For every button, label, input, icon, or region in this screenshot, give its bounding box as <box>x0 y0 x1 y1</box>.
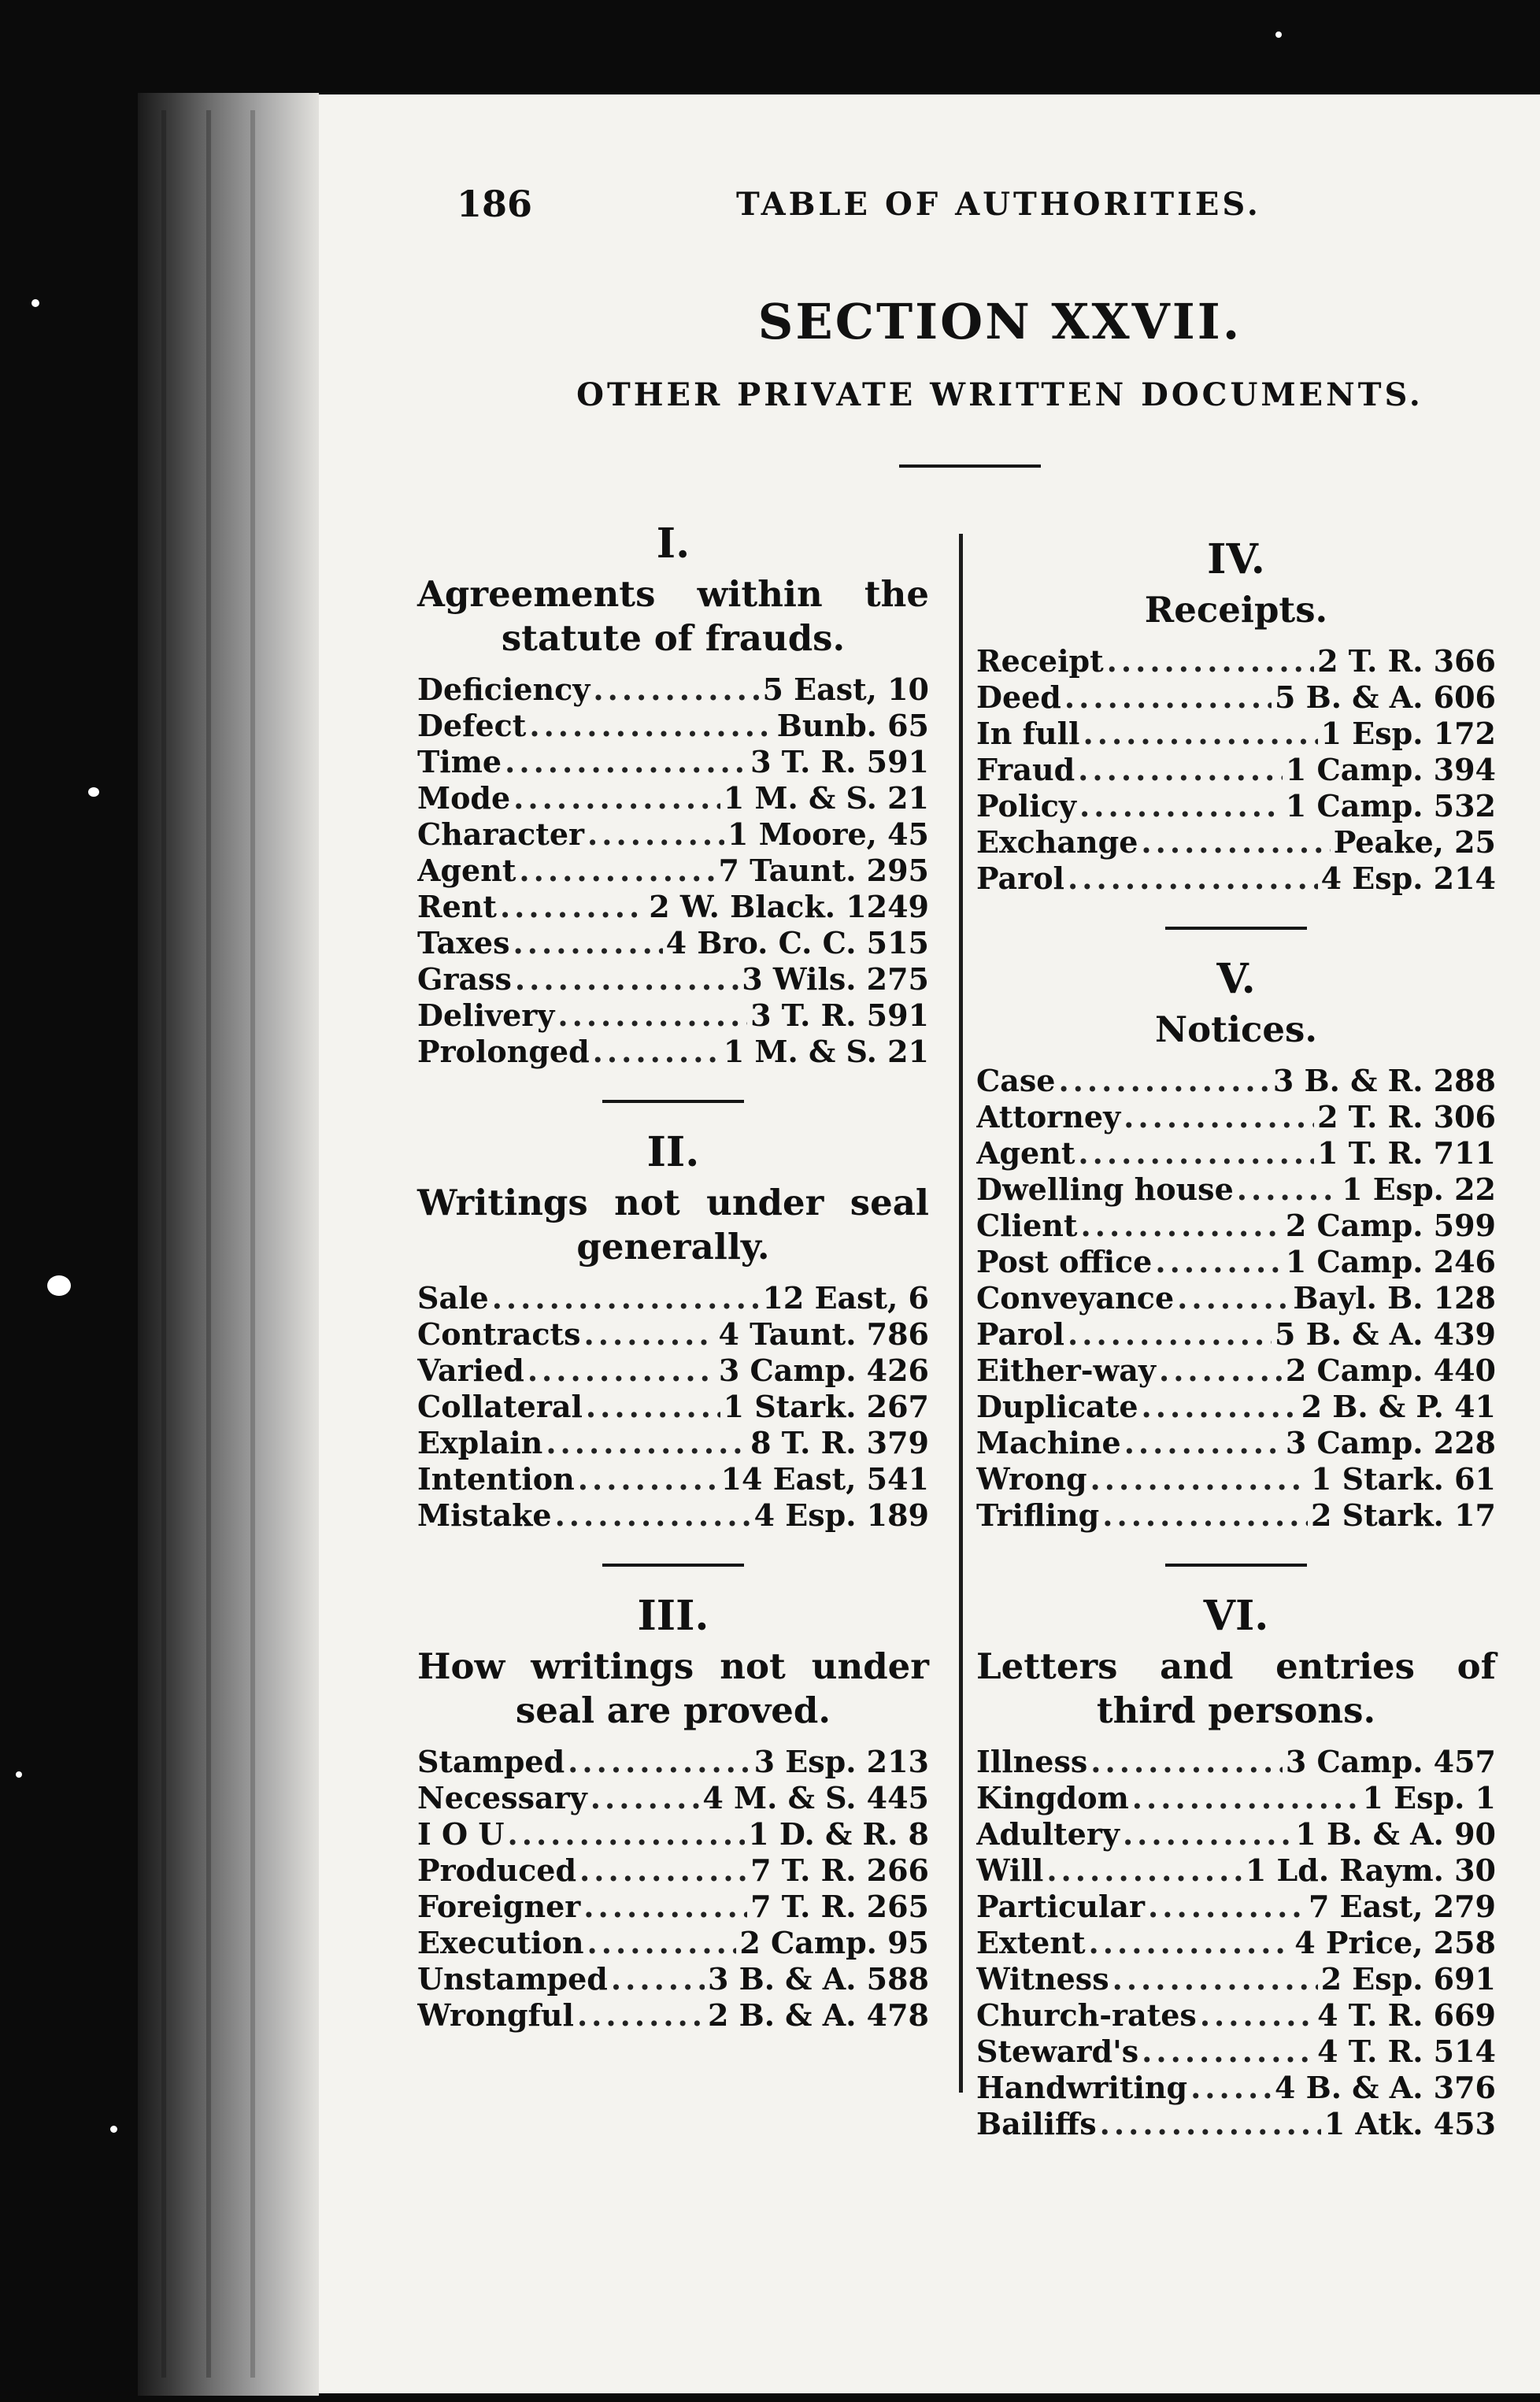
list-item <box>976 1961 1496 1997</box>
dot-leader <box>1123 1816 1292 1852</box>
dot-leader <box>1083 716 1317 751</box>
entry-citation: 3 Camp. 457 <box>1285 1744 1496 1779</box>
list-item <box>976 679 1496 716</box>
list-item <box>976 824 1496 861</box>
dot-leader <box>1068 1316 1272 1352</box>
entry-term: Defect <box>417 708 527 743</box>
authority-group <box>976 535 1496 897</box>
entry-term: In full <box>976 716 1080 751</box>
authority-group <box>417 520 929 1070</box>
group-numeral: VI. <box>1203 1592 1269 1640</box>
scan-speck <box>47 1275 71 1296</box>
list-item <box>976 1997 1496 2034</box>
list-item <box>417 1997 929 2034</box>
entry-term: Exchange <box>976 824 1138 860</box>
entry-term: Adultery <box>976 1816 1120 1852</box>
entry-citation: 5 B. & A. 439 <box>1274 1316 1496 1352</box>
entry-term: Collateral <box>417 1389 583 1424</box>
entry-citation: 1 Atk. 453 <box>1323 2106 1496 2141</box>
list-item <box>976 1208 1496 1244</box>
entry-citation: 3 Camp. 426 <box>718 1353 929 1388</box>
entry-term: Delivery <box>417 997 555 1033</box>
entry-list <box>976 1063 1496 1534</box>
list-item <box>417 1461 929 1497</box>
entry-citation: Peake, 25 <box>1333 824 1496 860</box>
dot-leader <box>513 780 720 816</box>
dot-leader <box>1100 2106 1321 2141</box>
entry-citation: 4 B. & A. 376 <box>1274 2070 1496 2105</box>
dot-leader <box>513 925 663 960</box>
entry-citation: 8 T. R. 379 <box>750 1425 929 1460</box>
dot-leader <box>586 1389 720 1424</box>
list-item <box>417 997 929 1034</box>
list-item <box>417 961 929 997</box>
entry-citation: 7 T. R. 266 <box>750 1852 929 1888</box>
entry-term: Witness <box>976 1961 1109 1997</box>
group-numeral: II. <box>646 1128 700 1176</box>
dot-leader <box>1058 1063 1269 1098</box>
dot-leader <box>557 997 747 1033</box>
list-item <box>417 708 929 744</box>
scan-speck <box>110 2126 117 2133</box>
entry-term: Extent <box>976 1925 1086 1960</box>
entry-term: Post office <box>976 1244 1153 1279</box>
entry-term: Execution <box>417 1925 584 1960</box>
entry-citation: 3 B. & A. 588 <box>707 1961 929 1997</box>
entry-citation: 1 Esp. 172 <box>1320 716 1496 751</box>
entry-citation: 2 B. & P. 41 <box>1301 1389 1496 1424</box>
entry-term: Unstamped <box>417 1961 608 1997</box>
entry-term: Agent <box>976 1135 1075 1171</box>
dot-leader <box>1107 643 1314 679</box>
entry-citation: 7 Taunt. 295 <box>718 853 929 888</box>
list-item <box>417 1816 929 1852</box>
dot-leader <box>500 889 646 924</box>
list-item <box>417 1744 929 1780</box>
entry-citation: 1 Stark. 61 <box>1311 1461 1496 1497</box>
entry-citation: 1 M. & S. 21 <box>723 1034 929 1069</box>
entry-citation: 4 T. R. 514 <box>1317 2034 1496 2069</box>
scan-speck <box>31 299 39 307</box>
entry-term: Intention <box>417 1461 575 1497</box>
entry-term: Explain <box>417 1425 543 1460</box>
section-rule <box>899 464 1041 468</box>
entry-citation: 1 M. & S. 21 <box>723 780 929 816</box>
list-item <box>417 1497 929 1534</box>
entry-term: Kingdom <box>976 1780 1129 1815</box>
entry-citation: 3 Camp. 228 <box>1285 1425 1496 1460</box>
dot-leader <box>578 1461 718 1497</box>
dot-leader <box>1078 752 1283 787</box>
scan-speck <box>1275 31 1282 38</box>
entry-citation: 4 Bro. C. C. 515 <box>665 925 929 960</box>
page-number: 186 <box>457 183 533 225</box>
dot-leader <box>1068 861 1318 896</box>
entry-citation: 2 Camp. 440 <box>1285 1353 1496 1388</box>
list-item <box>976 1889 1496 1925</box>
entry-citation: 2 T. R. 366 <box>1317 643 1496 679</box>
dot-leader <box>1064 679 1272 715</box>
authority-group <box>976 1592 1496 2142</box>
dot-leader <box>1102 1497 1308 1533</box>
entry-term: Dwelling house <box>976 1171 1234 1207</box>
group-heading: Letters and entries of third persons. <box>976 1645 1496 1731</box>
group-rule <box>602 1564 744 1567</box>
entry-term: Foreigner <box>417 1889 581 1924</box>
entry-citation: 1 Ld. Raym. 30 <box>1245 1852 1496 1888</box>
gutter-streak <box>250 110 255 2378</box>
list-item <box>976 1063 1496 1099</box>
entry-term: Wrong <box>976 1461 1087 1497</box>
entry-citation: 1 Stark. 267 <box>723 1389 929 1424</box>
dot-leader <box>492 1280 760 1316</box>
entry-term: Time <box>417 744 502 779</box>
entry-citation: 4 Taunt. 786 <box>718 1316 929 1352</box>
dot-leader <box>583 1889 747 1924</box>
entry-citation: 3 B. & R. 288 <box>1272 1063 1496 1098</box>
dot-leader <box>1078 1135 1314 1171</box>
dot-leader <box>1112 1961 1318 1997</box>
dot-leader <box>555 1497 751 1533</box>
entry-citation: Bayl. B. 128 <box>1293 1280 1496 1316</box>
dot-leader <box>529 708 773 743</box>
list-item <box>417 889 929 925</box>
entry-term: Machine <box>976 1425 1121 1460</box>
entry-citation: 2 Camp. 599 <box>1285 1208 1496 1243</box>
entry-citation: 4 Price, 258 <box>1294 1925 1496 1960</box>
dot-leader <box>1159 1353 1283 1388</box>
authority-group <box>976 955 1496 1534</box>
list-item <box>976 788 1496 824</box>
list-item <box>976 1744 1496 1780</box>
entry-citation: 5 B. & A. 606 <box>1274 679 1496 715</box>
entry-citation: 2 Esp. 691 <box>1320 1961 1496 1997</box>
entry-term: Grass <box>417 961 512 997</box>
entry-term: Stamped <box>417 1744 565 1779</box>
entry-term: Deed <box>976 679 1061 715</box>
entry-citation: 12 East, 6 <box>762 1280 929 1316</box>
list-item <box>976 1497 1496 1534</box>
entry-term: Duplicate <box>976 1389 1138 1424</box>
entry-citation: 2 W. Black. 1249 <box>649 889 929 924</box>
list-item <box>417 1425 929 1461</box>
entry-citation: 2 Camp. 95 <box>739 1925 929 1960</box>
entry-term: Wrongful <box>417 1997 574 2033</box>
entry-citation: 1 Esp. 22 <box>1342 1171 1496 1207</box>
list-item <box>976 1280 1496 1316</box>
entry-term: Rent <box>417 889 497 924</box>
entry-citation: 2 B. & A. 478 <box>707 1997 929 2033</box>
list-item <box>976 2070 1496 2106</box>
entry-term: Receipt <box>976 643 1104 679</box>
dot-leader <box>507 1816 745 1852</box>
list-item <box>976 2034 1496 2070</box>
dot-leader <box>1155 1244 1283 1279</box>
list-item <box>976 1244 1496 1280</box>
dot-leader <box>515 961 739 997</box>
dot-leader <box>1132 1780 1360 1815</box>
entry-term: Produced <box>417 1852 577 1888</box>
list-item <box>976 861 1496 897</box>
entry-term: Deficiency <box>417 672 590 707</box>
entry-citation: 4 Esp. 214 <box>1320 861 1496 896</box>
list-item <box>976 1389 1496 1425</box>
dot-leader <box>1124 1099 1314 1134</box>
entry-term: Either-way <box>976 1353 1156 1388</box>
dot-leader <box>577 1997 705 2033</box>
entry-citation: 2 T. R. 306 <box>1317 1099 1496 1134</box>
list-item <box>417 1034 929 1070</box>
entry-list <box>976 643 1496 897</box>
entry-term: Handwriting <box>976 2070 1188 2105</box>
dot-leader <box>1200 1997 1314 2033</box>
dot-leader <box>1090 1744 1283 1779</box>
list-item <box>417 1889 929 1925</box>
group-heading: How writings not under seal are proved. <box>417 1645 929 1731</box>
entry-citation: 3 T. R. 591 <box>750 744 929 779</box>
entry-term: Illness <box>976 1744 1088 1779</box>
entry-term: Church-rates <box>976 1997 1197 2033</box>
entry-term: Bailiffs <box>976 2106 1097 2141</box>
right-column <box>976 535 1496 2142</box>
list-item <box>417 925 929 961</box>
gutter-streak <box>206 110 211 2378</box>
list-item <box>417 1353 929 1389</box>
dot-leader <box>1177 1280 1290 1316</box>
entry-term: Parol <box>976 1316 1064 1352</box>
group-numeral: I. <box>656 520 690 568</box>
entry-term: Sale <box>417 1280 489 1316</box>
dot-leader <box>1124 1425 1283 1460</box>
entry-term: Mistake <box>417 1497 552 1533</box>
dot-leader <box>528 1353 716 1388</box>
group-heading: Agreements within the statute of frauds. <box>417 573 929 659</box>
dot-leader <box>1141 824 1330 860</box>
group-heading: Receipts. <box>1144 589 1328 631</box>
entry-term: Character <box>417 816 585 852</box>
entry-term: Conveyance <box>976 1280 1175 1316</box>
list-item <box>417 1316 929 1353</box>
running-head <box>457 183 1386 230</box>
dot-leader <box>587 1925 737 1960</box>
list-item <box>417 744 929 780</box>
scan-speck <box>16 1771 22 1778</box>
entry-citation: 5 East, 10 <box>762 672 929 707</box>
entry-term: Attorney <box>976 1099 1121 1134</box>
list-item <box>417 1389 929 1425</box>
entry-citation: 3 T. R. 591 <box>750 997 929 1033</box>
list-item <box>976 1099 1496 1135</box>
entry-citation: 4 M. & S. 445 <box>702 1780 929 1815</box>
list-item <box>976 1135 1496 1171</box>
dot-leader <box>1142 1389 1298 1424</box>
group-rule <box>602 1100 744 1103</box>
gutter-streak <box>161 110 166 2378</box>
entry-term: Will <box>976 1852 1044 1888</box>
entry-term: Fraud <box>976 752 1075 787</box>
list-item <box>976 1353 1496 1389</box>
entry-citation: 1 D. & R. 8 <box>748 1816 929 1852</box>
entry-term: Taxes <box>417 925 510 960</box>
list-item <box>976 2106 1496 2142</box>
entry-list <box>976 1744 1496 2142</box>
dot-leader <box>590 1780 700 1815</box>
column-divider <box>959 534 963 2093</box>
list-item <box>976 1425 1496 1461</box>
entry-citation: 4 T. R. 669 <box>1317 1997 1496 2033</box>
entry-citation: 4 Esp. 189 <box>753 1497 929 1533</box>
entry-term: Policy <box>976 788 1076 823</box>
group-rule <box>1165 1564 1307 1567</box>
entry-citation: 1 Camp. 246 <box>1285 1244 1496 1279</box>
entry-citation: 1 T. R. 711 <box>1317 1135 1496 1171</box>
dot-leader <box>1046 1852 1242 1888</box>
entry-term: Client <box>976 1208 1078 1243</box>
dot-leader <box>1080 1208 1282 1243</box>
dot-leader <box>579 1852 747 1888</box>
entry-citation: 7 T. R. 265 <box>750 1889 929 1924</box>
entry-term: Varied <box>417 1353 524 1388</box>
entry-term: Particular <box>976 1889 1146 1924</box>
entry-term: Necessary <box>417 1780 587 1815</box>
left-column <box>417 520 929 2034</box>
entry-term: Parol <box>976 861 1064 896</box>
section-subtitle: OTHER PRIVATE WRITTEN DOCUMENTS. <box>576 376 1423 413</box>
entry-citation: 7 East, 279 <box>1309 1889 1496 1924</box>
list-item <box>417 1961 929 1997</box>
dot-leader <box>505 744 747 779</box>
dot-leader <box>519 853 715 888</box>
dot-leader <box>1237 1171 1338 1207</box>
scan-speck <box>88 787 99 797</box>
group-rule <box>1165 927 1307 930</box>
entry-citation: 1 Camp. 532 <box>1285 788 1496 823</box>
dot-leader <box>1079 788 1283 823</box>
dot-leader <box>1142 2034 1314 2069</box>
list-item <box>417 816 929 853</box>
section-title: SECTION XXVII. <box>757 293 1242 350</box>
entry-citation: 1 Camp. 394 <box>1285 752 1496 787</box>
entry-term: Mode <box>417 780 511 816</box>
dot-leader <box>568 1744 750 1779</box>
entry-term: Trifling <box>976 1497 1100 1533</box>
dot-leader <box>593 672 759 707</box>
list-item <box>976 1461 1496 1497</box>
list-item <box>417 853 929 889</box>
list-item <box>976 716 1496 752</box>
list-item <box>976 1852 1496 1889</box>
dot-leader <box>1190 2070 1272 2105</box>
entry-term: Steward's <box>976 2034 1139 2069</box>
entry-term: Agent <box>417 853 516 888</box>
list-item <box>417 672 929 708</box>
group-numeral: IV. <box>1207 535 1265 583</box>
group-numeral: V. <box>1216 955 1256 1003</box>
list-item <box>417 1925 929 1961</box>
list-item <box>976 643 1496 679</box>
entry-citation: 2 Stark. 17 <box>1311 1497 1496 1533</box>
entry-list <box>417 1280 929 1534</box>
entry-list <box>417 672 929 1070</box>
dot-leader <box>587 816 724 852</box>
entry-citation: 3 Wils. 275 <box>742 961 929 997</box>
group-heading: Writings not under seal generally. <box>417 1182 929 1268</box>
group-numeral: III. <box>637 1592 709 1640</box>
list-item <box>976 1171 1496 1208</box>
list-item <box>976 1316 1496 1353</box>
dot-leader <box>584 1316 716 1352</box>
entry-citation: 1 Moore, 45 <box>727 816 929 852</box>
list-item <box>417 1780 929 1816</box>
entry-term: Contracts <box>417 1316 581 1352</box>
entry-citation: 14 East, 541 <box>720 1461 929 1497</box>
dot-leader <box>593 1034 720 1069</box>
group-heading: Notices. <box>1154 1009 1318 1050</box>
entry-citation: 3 Esp. 213 <box>753 1744 929 1779</box>
authority-group <box>417 1128 929 1534</box>
entry-citation: 1 B. & A. 90 <box>1295 1816 1496 1852</box>
entry-citation: 1 Esp. 1 <box>1362 1780 1496 1815</box>
list-item <box>976 1780 1496 1816</box>
entry-list <box>417 1744 929 2034</box>
dot-leader <box>1148 1889 1305 1924</box>
entry-term: I O U <box>417 1816 505 1852</box>
page-header-title: TABLE OF AUTHORITIES. <box>736 186 1261 223</box>
list-item <box>417 780 929 816</box>
dot-leader <box>1089 1925 1292 1960</box>
dot-leader <box>546 1425 747 1460</box>
entry-term: Case <box>976 1063 1056 1098</box>
list-item <box>417 1852 929 1889</box>
dot-leader <box>1090 1461 1308 1497</box>
list-item <box>976 1816 1496 1852</box>
list-item <box>976 1925 1496 1961</box>
list-item <box>976 752 1496 788</box>
dot-leader <box>611 1961 705 1997</box>
entry-citation: Bunb. 65 <box>776 708 929 743</box>
authority-group <box>417 1592 929 2034</box>
entry-term: Prolonged <box>417 1034 590 1069</box>
list-item <box>417 1280 929 1316</box>
